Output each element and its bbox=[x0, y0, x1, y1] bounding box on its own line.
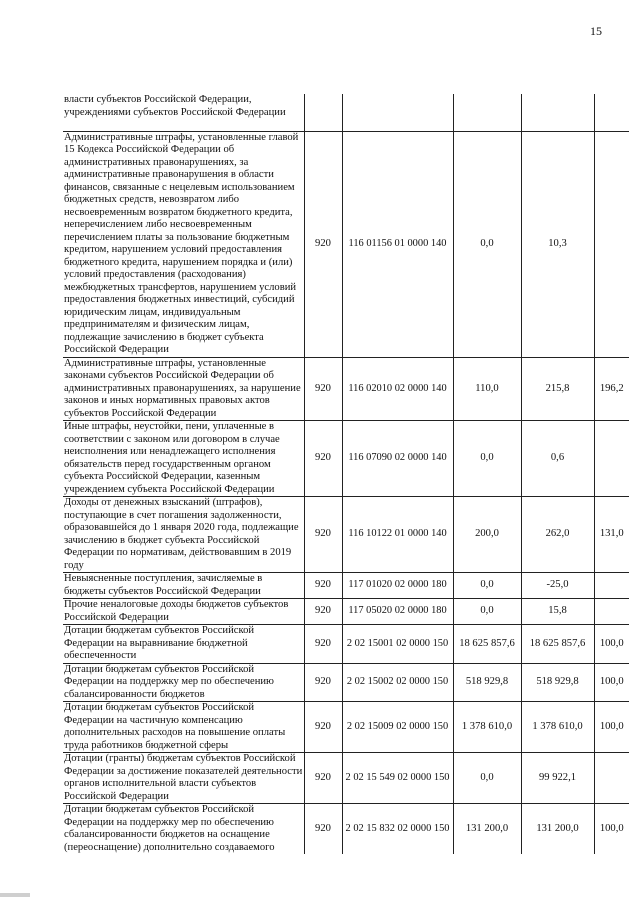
row-description: Иные штрафы, неустойки, пени, уплаченные в соответствии с законом или договором в случае неисполнения или ненадлежащего исполнения обязательств перед государственным органом субъекта Российской Федерации, казенным учреждением субъекта Российской Федерации bbox=[63, 421, 304, 497]
planned-amount bbox=[453, 94, 521, 131]
actual-amount: 10,3 bbox=[521, 131, 594, 357]
row-description: Административные штрафы, установленные главой 15 Кодекса Российской Федерации об административных правонарушениях, за административные правонарушения в области финансов, связанные с нецелевым использованием бюджетных средств, невозвратом либо несвоевременным возвратом бюджетного кредита, неперечислением либо несвоевременным перечислением платы за пользование бюджетным кредитом, нарушением условий предоставления бюджетного кредита, нарушением порядка и (или) условий предоставления (расходования) межбюджетных трансфертов, нарушением условий предоставления бюджетных инвестиций, субсидий юридическим лицам, индивидуальным предпринимателям и физическим лицам, подлежащие зачислению в бюджет субъекта Российской Федерации bbox=[63, 131, 304, 357]
execution-percent bbox=[594, 753, 629, 804]
planned-amount: 0,0 bbox=[453, 131, 521, 357]
actual-amount: 131 200,0 bbox=[521, 804, 594, 855]
admin-code: 920 bbox=[304, 131, 342, 357]
execution-percent: 196,2 bbox=[594, 357, 629, 421]
admin-code: 920 bbox=[304, 663, 342, 702]
table-row bbox=[63, 599, 629, 625]
table-row bbox=[63, 497, 629, 573]
admin-code: 920 bbox=[304, 357, 342, 421]
scan-artifact bbox=[0, 893, 30, 897]
row-description: Административные штрафы, установленные законами субъектов Российской Федерации об административных правонарушениях, за нарушение законов и иных нормативных правовых актов субъектов Российской Федерации bbox=[63, 357, 304, 421]
admin-code: 920 bbox=[304, 497, 342, 573]
classification-code: 2 02 15009 02 0000 150 bbox=[342, 702, 453, 753]
classification-code bbox=[342, 94, 453, 131]
row-description: Прочие неналоговые доходы бюджетов субъектов Российской Федерации bbox=[63, 599, 304, 625]
classification-code: 116 07090 02 0000 140 bbox=[342, 421, 453, 497]
classification-code: 117 05020 02 0000 180 bbox=[342, 599, 453, 625]
execution-percent: 100,0 bbox=[594, 702, 629, 753]
budget-revenue-table bbox=[63, 94, 629, 854]
actual-amount: 518 929,8 bbox=[521, 663, 594, 702]
row-description: Доходы от денежных взысканий (штрафов), поступающие в счет погашения задолженности, образовавшейся до 1 января 2020 года, подлежащие зачислению в бюджет субъекта Российской Федерации по нормативам, действовавшим в 2019 году bbox=[63, 497, 304, 573]
actual-amount: 1 378 610,0 bbox=[521, 702, 594, 753]
table-row bbox=[63, 573, 629, 599]
actual-amount: 215,8 bbox=[521, 357, 594, 421]
execution-percent: 100,0 bbox=[594, 804, 629, 855]
actual-amount: 0,6 bbox=[521, 421, 594, 497]
table-row bbox=[63, 702, 629, 753]
row-description: Дотации бюджетам субъектов Российской Федерации на поддержку мер по обеспечению сбалансированности бюджетов bbox=[63, 663, 304, 702]
row-description: власти субъектов Российской Федерации, учреждениями субъектов Российской Федерации bbox=[63, 94, 304, 131]
row-description: Дотации (гранты) бюджетам субъектов Российской Федерации за достижение показателей деятельности органов исполнительной власти субъектов Российской Федерации bbox=[64, 753, 303, 802]
execution-percent: 100,0 bbox=[594, 625, 629, 664]
actual-amount bbox=[521, 94, 594, 131]
classification-code: 116 01156 01 0000 140 bbox=[342, 131, 453, 357]
table-row bbox=[63, 663, 629, 702]
admin-code: 920 bbox=[304, 421, 342, 497]
actual-amount: 262,0 bbox=[521, 497, 594, 573]
execution-percent bbox=[594, 131, 629, 357]
row-description: Дотации бюджетам субъектов Российской Федерации на выравнивание бюджетной обеспеченности bbox=[63, 625, 304, 664]
classification-code: 117 01020 02 0000 180 bbox=[342, 573, 453, 599]
execution-percent bbox=[594, 94, 629, 131]
row-description: Дотации бюджетам субъектов Российской Федерации на поддержку мер по обеспечению сбалансированности бюджетов на оснащение (переоснащение) дополнительно создаваемого bbox=[63, 804, 304, 855]
table-row bbox=[63, 421, 629, 497]
actual-amount: -25,0 bbox=[521, 573, 594, 599]
execution-percent bbox=[594, 599, 629, 625]
table-row bbox=[63, 804, 629, 855]
planned-amount: 518 929,8 bbox=[453, 663, 521, 702]
classification-code: 2 02 15002 02 0000 150 bbox=[342, 663, 453, 702]
planned-amount: 0,0 bbox=[453, 753, 521, 804]
admin-code: 920 bbox=[304, 573, 342, 599]
admin-code: 920 bbox=[304, 804, 342, 855]
execution-percent: 100,0 bbox=[594, 663, 629, 702]
table-row bbox=[63, 625, 629, 664]
row-description: Дотации бюджетам субъектов Российской Федерации на частичную компенсацию дополнительных расходов на повышение оплаты труда работников бюджетной сферы bbox=[63, 702, 304, 753]
planned-amount: 200,0 bbox=[453, 497, 521, 573]
admin-code: 920 bbox=[304, 702, 342, 753]
planned-amount: 110,0 bbox=[453, 357, 521, 421]
execution-percent bbox=[594, 421, 629, 497]
admin-code bbox=[304, 94, 342, 131]
classification-code: 2 02 15001 02 0000 150 bbox=[342, 625, 453, 664]
table-row bbox=[63, 753, 629, 804]
admin-code: 920 bbox=[304, 625, 342, 664]
planned-amount: 1 378 610,0 bbox=[453, 702, 521, 753]
execution-percent bbox=[594, 573, 629, 599]
actual-amount: 99 922,1 bbox=[521, 753, 594, 804]
planned-amount: 0,0 bbox=[453, 573, 521, 599]
row-description: Невыясненные поступления, зачисляемые в бюджеты субъектов Российской Федерации bbox=[63, 573, 304, 599]
classification-code: 116 02010 02 0000 140 bbox=[342, 357, 453, 421]
page-number: 15 bbox=[590, 24, 602, 38]
actual-amount: 18 625 857,6 bbox=[521, 625, 594, 664]
execution-percent: 131,0 bbox=[594, 497, 629, 573]
table-row bbox=[63, 131, 629, 357]
classification-code: 116 10122 01 0000 140 bbox=[342, 497, 453, 573]
table-row bbox=[63, 94, 629, 131]
classification-code: 2 02 15 832 02 0000 150 bbox=[342, 804, 453, 855]
planned-amount: 0,0 bbox=[453, 421, 521, 497]
table-row bbox=[63, 357, 629, 421]
admin-code: 920 bbox=[304, 599, 342, 625]
admin-code: 920 bbox=[304, 753, 342, 804]
classification-code: 2 02 15 549 02 0000 150 bbox=[342, 753, 453, 804]
planned-amount: 18 625 857,6 bbox=[453, 625, 521, 664]
planned-amount: 0,0 bbox=[453, 599, 521, 625]
actual-amount: 15,8 bbox=[521, 599, 594, 625]
planned-amount: 131 200,0 bbox=[453, 804, 521, 855]
